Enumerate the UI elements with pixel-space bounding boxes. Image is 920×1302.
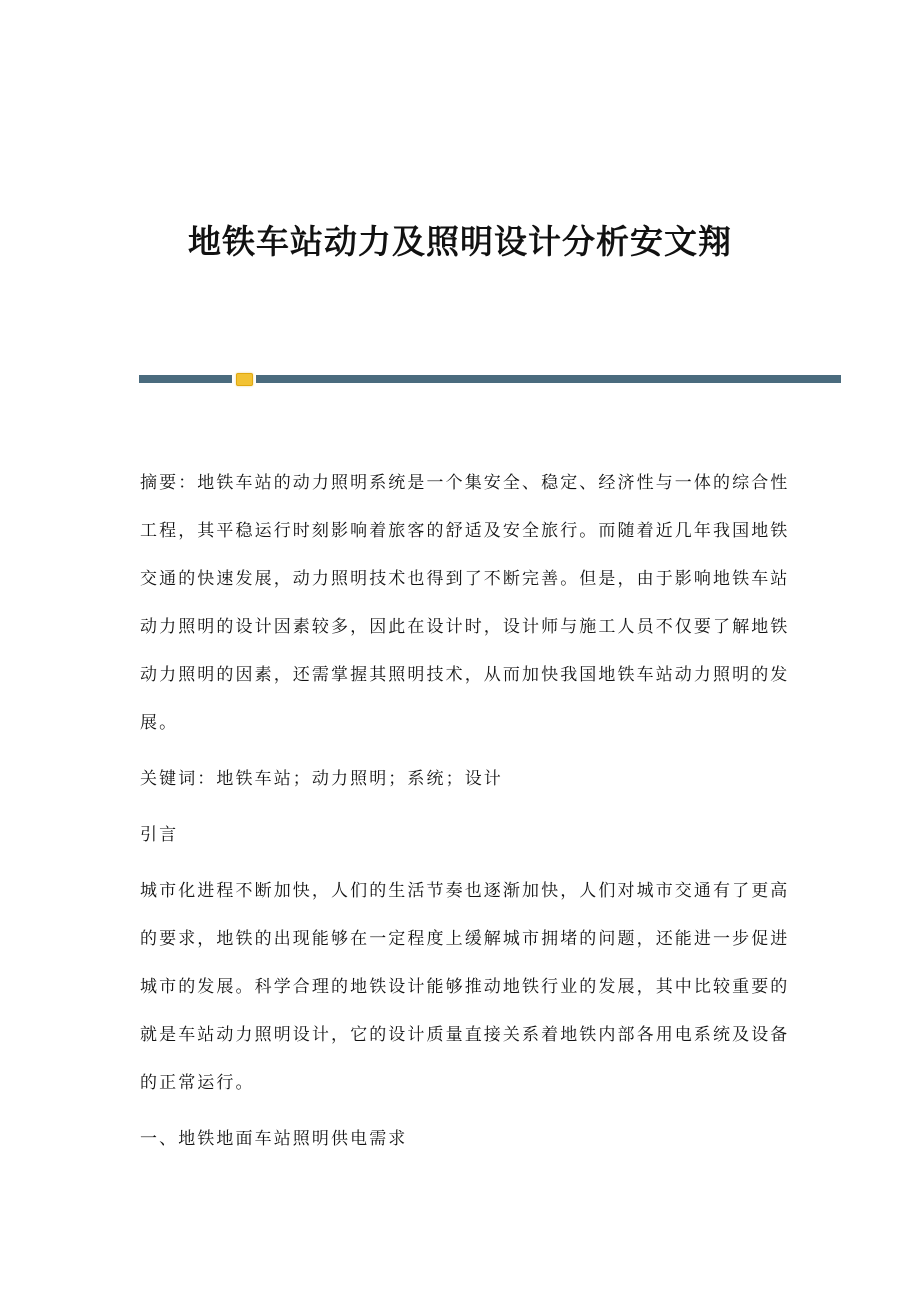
gem-icon	[236, 373, 253, 386]
abstract-line: 展。	[140, 713, 179, 733]
intro-line: 的正常运行。	[140, 1073, 255, 1093]
intro-line: 的要求，地铁的出现能够在一定程度上缓解城市拥堵的问题，还能进一步促进	[140, 929, 790, 949]
intro-line: 城市化进程不断加快，人们的生活节奏也逐渐加快，人们对城市交通有了更高	[140, 881, 790, 901]
abstract-line: 摘要：地铁车站的动力照明系统是一个集安全、稳定、经济性与一体的综合性	[140, 473, 790, 493]
divider-bar-right	[256, 375, 841, 383]
divider-bar-left	[139, 375, 232, 383]
intro-line: 城市的发展。科学合理的地铁设计能够推动地铁行业的发展，其中比较重要的	[140, 977, 790, 997]
abstract-line: 动力照明的因素，还需掌握其照明技术，从而加快我国地铁车站动力照明的发	[140, 665, 790, 685]
section-heading: 一、地铁地面车站照明供电需求	[140, 1129, 408, 1149]
document-title: 地铁车站动力及照明设计分析安文翔	[188, 222, 732, 261]
abstract-line: 交通的快速发展，动力照明技术也得到了不断完善。但是，由于影响地铁车站	[140, 569, 790, 589]
intro-line: 就是车站动力照明设计，它的设计质量直接关系着地铁内部各用电系统及设备	[140, 1025, 790, 1045]
abstract-line: 工程，其平稳运行时刻影响着旅客的舒适及安全旅行。而随着近几年我国地铁	[140, 521, 790, 541]
keywords: 关键词：地铁车站；动力照明；系统；设计	[140, 769, 503, 789]
intro-heading: 引言	[140, 825, 179, 845]
abstract-line: 动力照明的设计因素较多，因此在设计时，设计师与施工人员不仅要了解地铁	[140, 617, 790, 637]
